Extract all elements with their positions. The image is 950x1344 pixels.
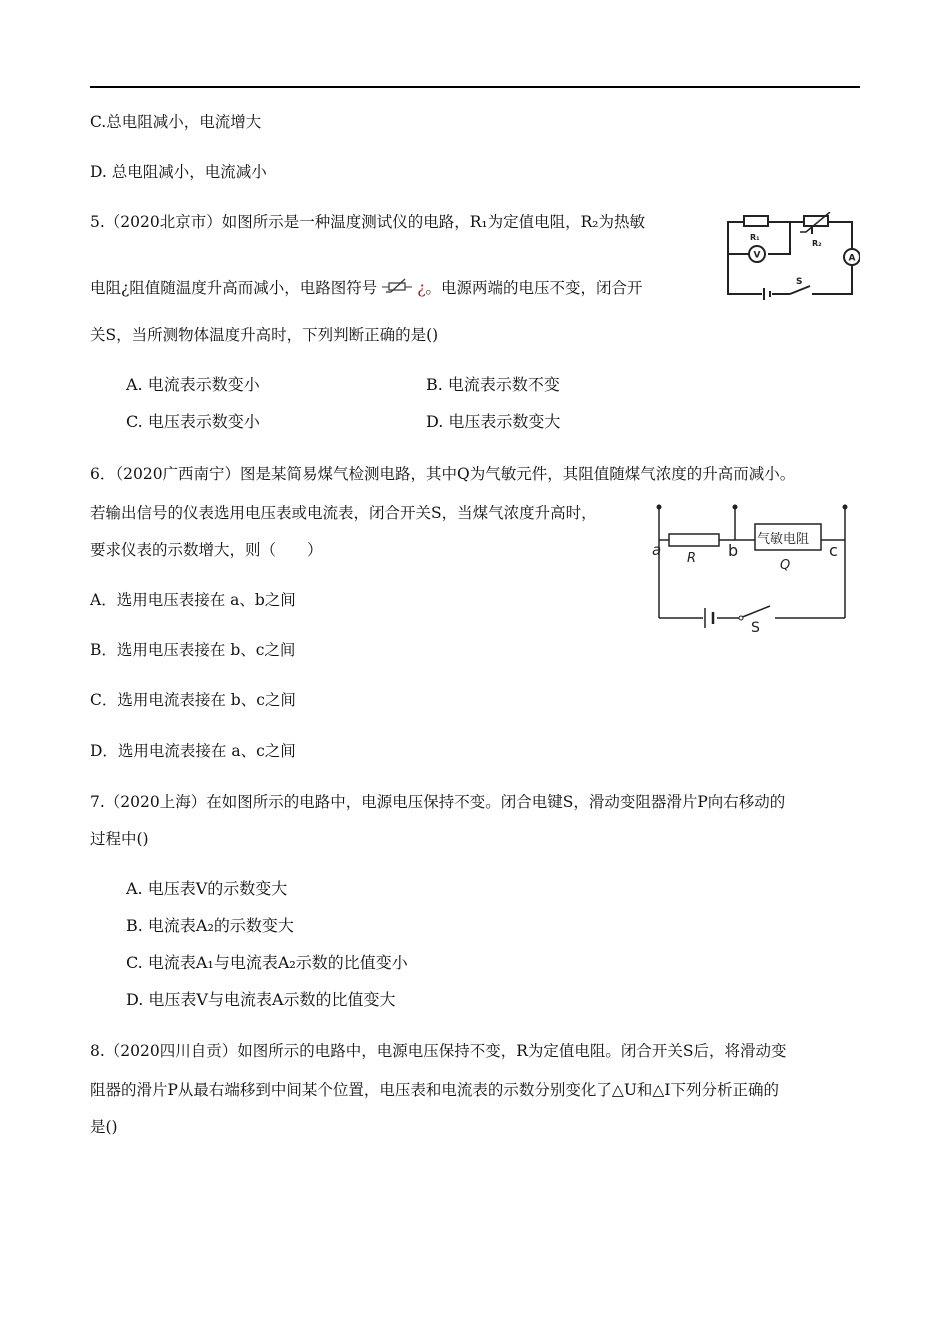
q6-label-a: a — [652, 541, 662, 559]
q5-voltmeter-label: V — [753, 250, 761, 261]
q7-option-b: B. 电流表A₂的示数变大 — [126, 916, 294, 935]
q6-option-c: C．选用电流表接在 b、c之间 — [90, 691, 296, 709]
q5-option-a: A. 电流表示数变小 — [126, 375, 260, 394]
q6-option-d: D．选用电流表接在 a、c之间 — [90, 742, 296, 760]
q6-line2: 若输出信号的仪表选用电压表或电流表，闭合开关S，当煤气浓度升高时， — [90, 504, 597, 522]
q8-line2: 阻器的滑片P从最右端移到中间某个位置，电压表和电流表的示数分别变化了△U和△I下列分析正确的 — [90, 1081, 779, 1099]
header-rule — [90, 86, 860, 88]
q7-option-a: A. 电压表V的示数变大 — [126, 879, 288, 898]
q6-circuit-figure — [645, 498, 860, 638]
q5-ammeter-label: A — [848, 253, 856, 264]
q5-line2-b: ¿ — [417, 279, 426, 297]
prev-option-d: D. 总电阻减小，电流减小 — [90, 163, 267, 181]
q6-label-b: b — [728, 541, 739, 560]
q6-line3: 要求仪表的示数增大，则（ ） — [90, 541, 323, 559]
q6-terminal-c-dot — [843, 505, 848, 510]
q7-line2: 过程中() — [90, 830, 149, 848]
q6-option-b: B．选用电压表接在 b、c之间 — [90, 641, 296, 659]
q5-r1-label: R₁ — [750, 233, 760, 242]
q6-label-q: Q — [780, 558, 791, 573]
q5-option-c: C. 电压表示数变小 — [126, 412, 260, 431]
q6-label-c: c — [829, 541, 838, 560]
q6-label-r: R — [687, 551, 697, 566]
q5-line3: 关S，当所测物体温度升高时，下列判断正确的是() — [90, 326, 439, 344]
q5-switch-label: S — [796, 277, 803, 287]
q5-line2-a: 电阻¿阻值随温度升高而减小，电路图符号 — [90, 279, 378, 297]
q6-terminal-a-dot — [657, 505, 662, 510]
q7-line1: 7.（2020上海）在如图所示的电路中，电源电压保持不变。闭合电键S，滑动变阻器滑片P向右移动的 — [90, 793, 786, 811]
q5-option-b: B. 电流表示数不变 — [426, 375, 560, 394]
q5-circuit-figure — [720, 212, 860, 302]
q6-resistor-r — [669, 534, 719, 546]
q5-line1: 5.（2020北京市）如图所示是一种温度测试仪的电路，R₁为定值电阻，R₂为热敏 — [90, 213, 646, 231]
q5-line2 — [90, 275, 643, 298]
q6-line1: 6．（2020广西南宁）图是某简易煤气检测电路，其中Q为气敏元件，其阻值随煤气浓度的升高而减小。 — [90, 465, 796, 483]
q6-switch — [739, 616, 743, 620]
q8-line1: 8.（2020四川自贡）如图所示的电路中，电源电压保持不变，R为定值电阻。闭合开关S后，将滑动变 — [90, 1042, 787, 1060]
thermistor-symbol-icon — [382, 275, 412, 295]
q6-label-sensor: 气敏电阻 — [757, 532, 810, 547]
q5-option-d: D. 电压表示数变大 — [426, 412, 561, 431]
q6-label-s: S — [751, 620, 760, 636]
q7-option-c: C. 电流表A₁与电流表A₂示数的比值变小 — [126, 953, 408, 972]
prev-option-c: C.总电阻减小，电流增大 — [90, 113, 262, 131]
q5-line2-c: 。电源两端的电压不变，闭合开 — [425, 279, 643, 297]
q6-terminal-b-dot — [733, 505, 738, 510]
q6-option-a: A．选用电压表接在 a、b之间 — [90, 591, 296, 609]
q7-option-d: D. 电压表V与电流表A示数的比值变大 — [126, 990, 396, 1009]
q5-r2-label: R₂ — [812, 239, 822, 248]
q5-r1-resistor — [744, 216, 768, 226]
q8-line3: 是() — [90, 1118, 118, 1136]
